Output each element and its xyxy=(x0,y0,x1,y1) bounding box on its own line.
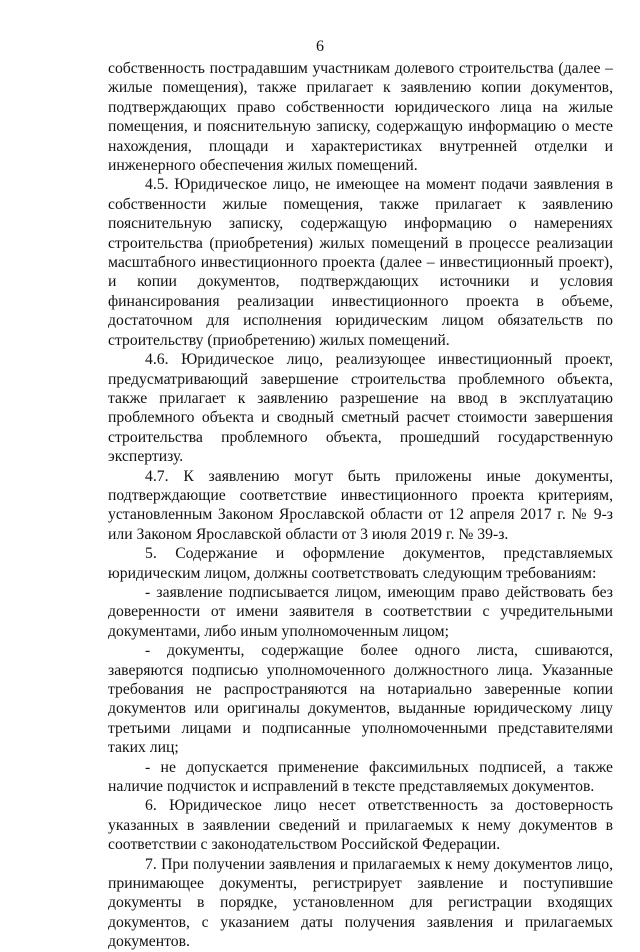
paragraph-4-7: 4.7. К заявлению могут быть приложены иные документы, подтверждающие соответствие инвестиционного проекта критериям, установленным Законом Ярославской области от 12 апреля 2017 г. № 9-з или Законом Ярославской области от 3 июля 2019 г. № 39-з. xyxy=(108,467,613,543)
page-number: 6 xyxy=(316,38,324,55)
requirement-item-signature: - заявление подписывается лицом, имеющим право действовать без доверенности от имени заявителя в соответствии с учредительными документами, либо иным уполномоченным лицом; xyxy=(108,583,613,640)
paragraph-6: 6. Юридическое лицо несет ответственность за достоверность указанных в заявлении сведений и прилагаемых к нему документов в соответствии с законодательством Российской Федерации. xyxy=(108,797,613,854)
paragraph-4-6: 4.6. Юридическое лицо, реализующее инвестиционный проект, предусматривающий завершение строительства проблемного объекта, также прилагает к заявлению разрешение на ввод в эксплуатацию проблемного объекта и сводный сметный расчет стоимости завершения строительства проблемного объекта, прошедший государственную экспертизу. xyxy=(108,351,613,466)
requirement-item-no-facsimile: - не допускается применение факсимильных подписей, а также наличие подчисток и исправлений в тексте представляемых документов. xyxy=(108,758,613,796)
paragraph-5: 5. Содержание и оформление документов, представляемых юридическим лицом, должны соответствовать следующим требованиям: xyxy=(108,545,613,582)
document-body xyxy=(108,59,613,952)
requirement-item-binding: - документы, содержащие более одного листа, сшиваются, заверяются подписью уполномоченного должностного лица. Указанные требования не распространяются на нотариально заверенные копии документов или оригиналы документов, выданные юридическому лицу третьими лицами и подписанные уполномоченными представителями таких лиц; xyxy=(108,642,613,757)
paragraph-4-5: 4.5. Юридическое лицо, не имеющее на момент подачи заявления в собственности жилые помещения, также прилагает к заявлению пояснительную записку, содержащую информацию о намерениях строительства (приобретения) жилых помещений в процессе реализации масштабного инвестиционного проекта (далее – инвестиционный проект), и копии документов, подтверждающих источники и условия финансирования реализации инвестиционного проекта в объеме, достаточном для исполнения юридическим лицом обязательств по строительству (приобретению) жилых помещений. xyxy=(108,176,613,349)
paragraph-continuation: собственность пострадавшим участникам долевого строительства (далее – жилые помещения), также прилагает к заявлению копии документов, подтверждающих право собственности юридического лица на жилые помещения, и пояснительную записку, содержащую информацию о месте нахождения, площади и характеристиках внутренней отделки и инженерного обеспечения жилых помещений. xyxy=(108,60,613,175)
paragraph-7: 7. При получении заявления и прилагаемых к нему документов лицо, принимающее документы, регистрирует заявление и поступившие документы в порядке, установленном для регистрации входящих документов, с указанием даты получения заявления и прилагаемых документов. xyxy=(108,855,613,951)
